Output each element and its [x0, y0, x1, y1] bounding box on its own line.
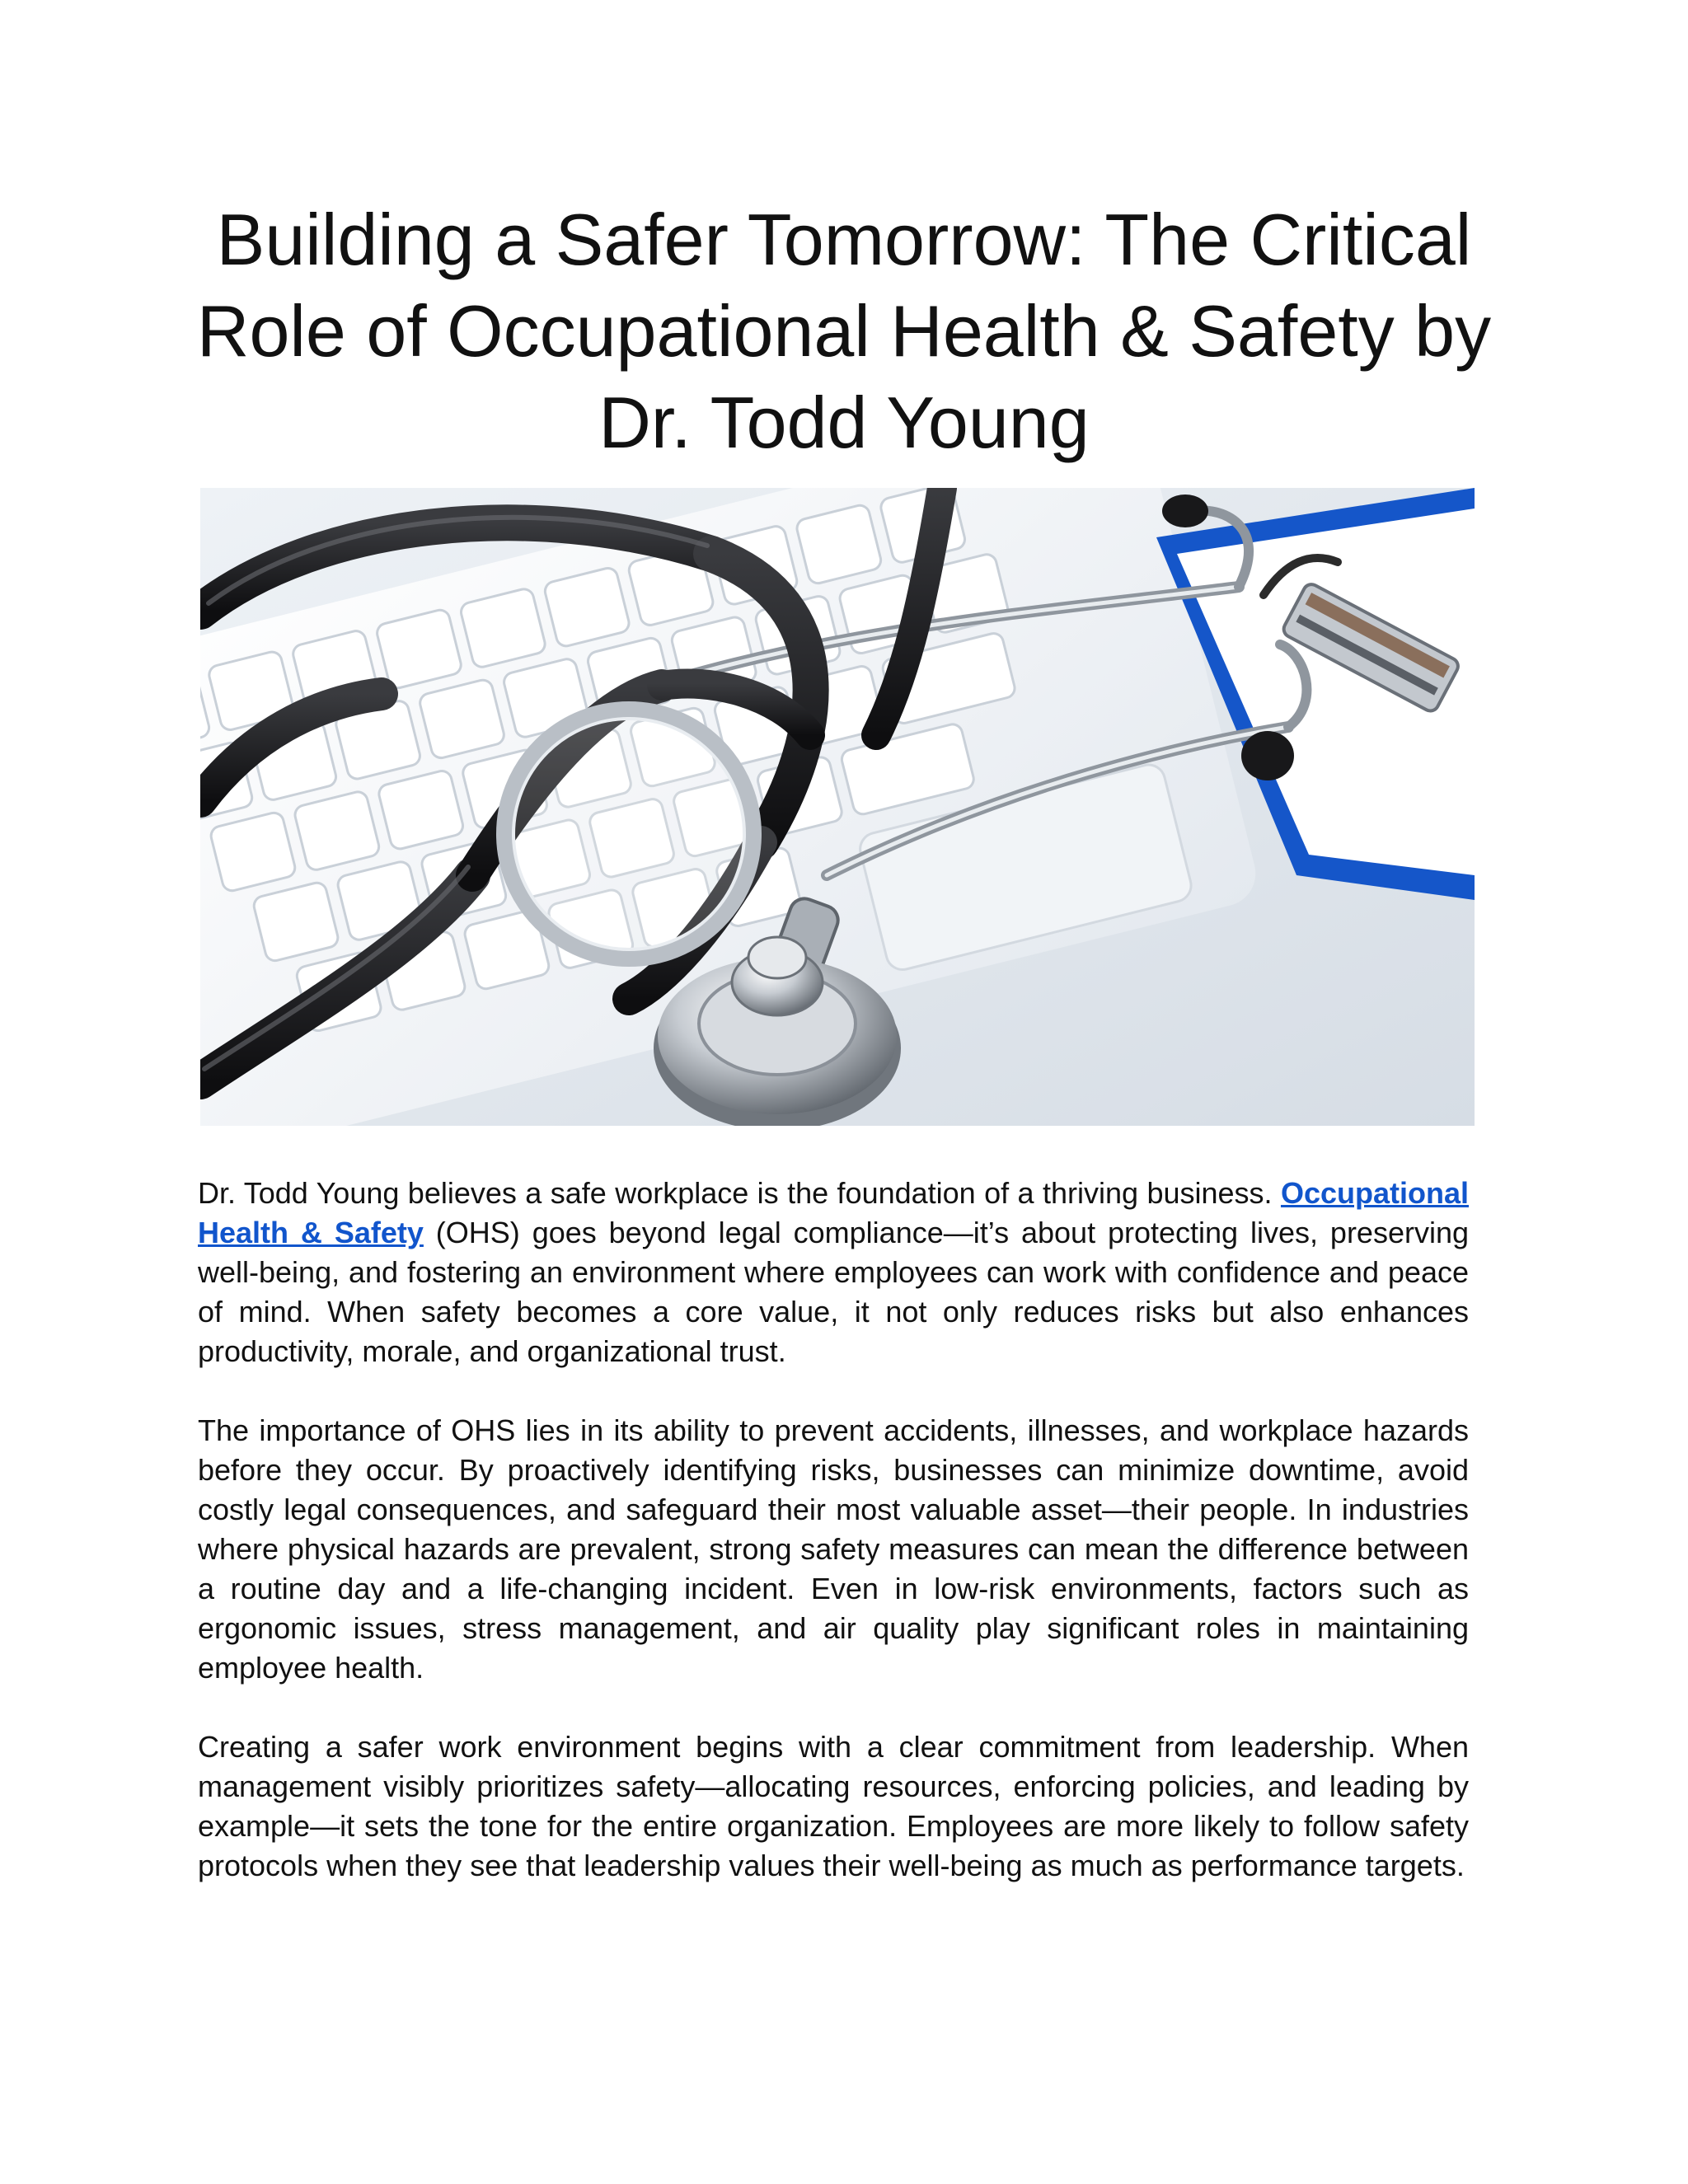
stethoscope-keyboard-illustration — [200, 488, 1475, 1126]
ohs-link[interactable]: Occupational Health & Safety — [198, 1176, 1469, 1249]
page-title: Building a Safer Tomorrow: The Critical Role of Occupational Health & Safety by Dr. Todd Young — [196, 199, 1492, 463]
leadership-paragraph: Creating a safer work environment begins with a clear commitment from leadership. When management visibly prioritizes safety—allocating resources, enforcing policies, and leading by example—it sets the tone for the entire organization. Employees are more likely to follow safety protocols when they see that leadership values their well-being as much as performance targets. — [198, 1730, 1469, 1882]
intro-paragraph — [198, 1174, 1469, 1371]
intro-text-start: Dr. Todd Young believes a safe workplace is the foundation of a thriving business. — [198, 1176, 1281, 1210]
hero-image — [200, 488, 1475, 1126]
importance-paragraph: The importance of OHS lies in its ability to prevent accidents, illnesses, and workplace hazards before they occur. By proactively identifying risks, businesses can minimize downtime, avoid costly legal consequences, and safeguard their most valuable asset—their people. In industries where physical hazards are prevalent, strong safety measures can mean the difference between a routine day and a life-changing incident. Even in low-risk environments, factors such as ergonomic issues, stress management, and air quality play significant roles in maintaining employee health. — [198, 1413, 1469, 1685]
intro-text-end: (OHS) goes beyond legal compliance—it’s about protecting lives, preserving well-being, and fostering an environment where employees can work with confidence and peace of mind. When safety becomes a core value, it not only reduces risks but also enhances productivity, morale, and organizational trust. — [198, 1216, 1469, 1368]
